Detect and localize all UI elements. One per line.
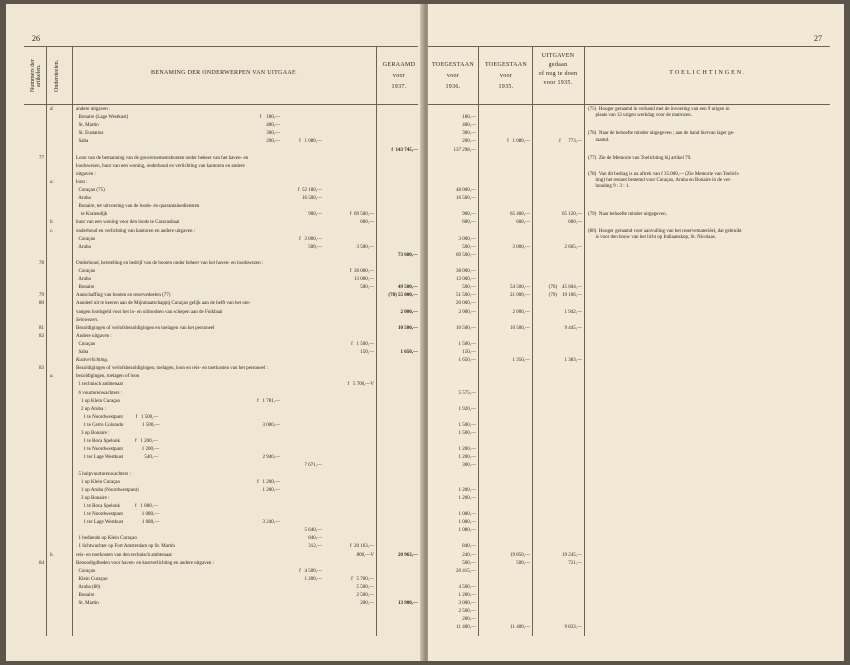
row-description: andere uitgaven : [76, 107, 111, 112]
row-description: Bonaire, ter uitvoering van de loods- en quarantainediensten [76, 204, 200, 210]
allowed-1936-amount: 1 650,— [458, 358, 476, 364]
row-description: Loon van de bemanning van de gouvernementsbooten onder beheer van het haven- en [76, 155, 249, 161]
allowed-1936-amount: 2 500,— [458, 609, 476, 615]
subpart-letter: b. [50, 220, 54, 226]
row-description: Bonaire (Lage Westkust) [76, 115, 129, 121]
estimate-1937-total: 10 500,— [398, 325, 418, 331]
row-description: loon : [76, 179, 88, 185]
row-description: 1 technisch ambtenaar [76, 382, 124, 388]
amount-col-1: 200,— [266, 139, 280, 145]
row-description: St. Eustatius [76, 131, 104, 137]
row-description: bezoldigingen, toelagen of loon [76, 374, 140, 380]
allowed-1935-amount: 500,— [516, 560, 530, 566]
allowed-1936-amount: 200,— [462, 617, 476, 623]
amount-col-3: 800,—V [356, 552, 374, 558]
amount-col-3: f 36 000,— [349, 269, 374, 274]
estimate-1937-total: 20 963,— [398, 552, 418, 558]
allowed-1935-amount: 19 850,— [510, 552, 530, 558]
allowed-1936-amount: 240,— [462, 552, 476, 558]
allowed-1935-amount: 2 000,— [512, 309, 530, 315]
amount-col-2: f 4 500,— [299, 568, 322, 574]
amount-col-1: f 1 200,— [257, 479, 280, 485]
allowed-1936-amount: 1 080,— [458, 528, 476, 534]
allowed-1936-amount: 5 575,— [458, 390, 476, 396]
amount-col-1: 3 000,— [262, 422, 280, 428]
row-description: Curaçao [76, 269, 96, 274]
row-description: 5 hulpvuurtorenwachters : [76, 471, 131, 477]
row-description: 1 lichtwachter op Fort Amsterdam op St. Martin [76, 544, 175, 550]
expenditure-1935-amount: 19 245,— [562, 552, 582, 558]
allowed-1935-amount: f 1 080,— [507, 139, 530, 145]
expenditure-1935-amount: 2 665,— [564, 244, 582, 250]
allowed-1935-amount: 65 400,— [510, 212, 530, 218]
amount-col-3: f 20 163,— [349, 544, 374, 550]
row-description: 3 op Bonaire : [76, 495, 110, 501]
explanatory-note: (80) Hooger geraamd voor aanvulling van het reservemateriëel, dat gebruikt is voor den bouw van het licht op Indiaanskop, St. Nicolaas. [588, 228, 742, 240]
estimate-1937-total: 73 600,— [398, 252, 418, 258]
amount-col-3: 150,— [360, 350, 374, 355]
row-description: Bonaire [76, 285, 95, 291]
allowed-1936-amount: 38 000,— [456, 269, 476, 274]
row-description: 1 op Aruba (Noordwestpunt) [76, 487, 139, 493]
row-description: Bezoldigingen of verlofsbezoldigingen, toelagen, loon en reis- en toerkosten van het personeel : [76, 366, 268, 372]
amount-col-1: 400,— [266, 123, 280, 129]
expenditure-1935-amount: f 773,— [559, 139, 582, 145]
allowed-1936-amount: 16 500,— [456, 196, 476, 202]
row-description: Aandeel uit te keeren aan de Mijnmaatschappij Curaçao gelijk aan de helft van het ont- [76, 301, 251, 307]
amount-col-3: f 5 700,— [351, 576, 374, 582]
allowed-1936-amount: 1 080,— [458, 520, 476, 526]
explanatory-note: (77) Zie de Memorie van Toelichting bij artikel 79. [588, 155, 692, 161]
expenditure-1935-amount: 9 833,— [564, 625, 582, 631]
allowed-1935-amount: 21 000,— [510, 293, 530, 299]
article-number: 80 [39, 301, 44, 307]
open-ledger-book [6, 4, 844, 661]
row-description: Curaçao [76, 341, 96, 347]
expenditure-1935-amount: (79) 19 106,— [548, 293, 582, 299]
amount-col-2: 500,— [308, 244, 322, 250]
allowed-1936-amount: 600,— [462, 220, 476, 226]
header-uitgaven: UITGAVEN gedaan of nog te doen voor 1935. [538, 53, 578, 86]
article-number: 84 [39, 560, 44, 566]
row-description: 2 op Aruba : [76, 406, 106, 412]
allowed-1936-amount: 1 200,— [458, 487, 476, 493]
header-geraamd: GERAAMD voor 1937. [382, 62, 416, 90]
row-description: Aruba (80) [76, 584, 101, 590]
article-number: 77 [39, 155, 44, 161]
allowed-1935-amount: 10 500,— [510, 325, 530, 331]
explanatory-note: (79) Naar behoefte minder uitgegeven. [588, 212, 667, 218]
row-description: Aruba [76, 277, 91, 283]
row-description: Saba [76, 139, 89, 145]
expenditure-1935-amount: 65 120,— [562, 212, 582, 218]
allowed-1936-amount: 1 500,— [458, 341, 476, 347]
explanatory-note: (78) Van dit bedrag is na aftrek van f 35.000,— (Zie Memorie van Toelich- ting) het restant bestemd voor Curaçao, Aruba en Bonaire in de ver- houding 9 : 3 : 1. [588, 171, 740, 190]
allowed-1936-amount: 180,— [462, 115, 476, 121]
row-description: 1 te Noordwestpunt 1 080,— [76, 512, 160, 517]
article-number: 81 [39, 325, 44, 331]
row-description: St. Martin [76, 601, 99, 607]
allowed-1936-amount: 137 298,— [453, 147, 476, 153]
allowed-1935-amount: 1 350,— [512, 358, 530, 364]
header-nummers: Nummers der artikelen. [30, 59, 42, 93]
allowed-1936-amount: 1 200,— [458, 593, 476, 598]
amount-col-2: f 3 000,— [299, 236, 322, 242]
row-description: St. Martin [76, 123, 99, 129]
row-description: Bezoldigingen of verlofsbezoldigingen en toelagen van het personeel [76, 325, 215, 331]
allowed-1936-amount: 1 500,— [458, 422, 476, 428]
allowed-1936-amount: 1 920,— [458, 406, 476, 412]
allowed-1936-amount: 69 500,— [456, 252, 476, 258]
amount-col-3: f 1 500,— [351, 341, 374, 347]
allowed-1936-amount: 10 500,— [456, 325, 476, 331]
row-description: 1 op Klein Curaçao [76, 479, 121, 485]
amount-col-1: f 180,— [259, 115, 280, 121]
allowed-1936-amount: 500,— [462, 244, 476, 250]
row-description: Aruba [76, 196, 91, 202]
article-number: 83 [39, 366, 44, 372]
row-description: 1 te Cerro Colorado 1 500,— [76, 422, 160, 428]
row-description: 1 bediende op Klein Curaçao [76, 536, 137, 542]
page-number-right: 27 [814, 34, 822, 43]
row-description: huur van een woning voor den loods te Caracasbaai [76, 220, 180, 226]
row-description: Onderhoud, herstelling en bedrijf van de booten onder beheer van het haven- en loodswezen : [76, 260, 264, 266]
row-description: Andere uitgaven : [76, 333, 112, 339]
amount-col-2: 840,— [308, 536, 322, 542]
allowed-1936-amount: 1 500,— [458, 431, 476, 436]
allowed-1936-amount: 2 000,— [458, 309, 476, 315]
allowed-1936-amount: 200,— [462, 139, 476, 145]
row-description: 1 ter Lage Westkust 540,— [76, 455, 159, 461]
allowed-1936-amount: 13 000,— [456, 277, 476, 283]
row-description: 1 te Boca Spelonk f 1 080,— [76, 503, 158, 509]
subpart-letter: a. [50, 179, 54, 185]
expenditure-1935-amount: 600,— [568, 220, 582, 226]
allowed-1935-amount: 54 500,— [510, 285, 530, 291]
allowed-1935-amount: 3 000,— [512, 244, 530, 250]
row-description: uitgaven : [76, 171, 96, 177]
allowed-1936-amount: 840,— [462, 544, 476, 550]
allowed-1936-amount: 1 200,— [458, 447, 476, 453]
amount-col-2: 900,— [308, 212, 322, 218]
amount-col-3: f 5 700,—V [347, 382, 374, 388]
expenditure-1935-amount: 9 445,— [564, 325, 582, 331]
amount-col-3: 13 000,— [354, 277, 374, 283]
allowed-1936-amount: 3 000,— [458, 236, 476, 242]
expenditure-1935-amount: 721,— [568, 560, 582, 566]
article-number: 78 [39, 260, 44, 266]
amount-col-1: 2 940,— [262, 455, 280, 461]
allowed-1936-amount: 500,— [462, 285, 476, 291]
allowed-1936-amount: 3 000,— [458, 601, 476, 607]
allowed-1936-amount: 1 200,— [458, 455, 476, 461]
amount-col-3: 3 500,— [356, 244, 374, 250]
allowed-1936-amount: 51 500,— [456, 293, 476, 299]
allowed-1936-amount: 300,— [462, 463, 476, 469]
expenditure-1935-amount: 1 942,— [564, 309, 582, 315]
allowed-1936-amount: 150,— [462, 350, 476, 355]
amount-col-1: 1 200,— [262, 487, 280, 493]
amount-col-2: 5 640,— [304, 528, 322, 534]
header-toelichtingen: TOELICHTINGEN. [669, 70, 747, 76]
amount-col-2: 1 200,— [304, 576, 322, 582]
amount-col-2: 16 500,— [302, 196, 322, 202]
subpart-letter: d. [50, 107, 54, 112]
estimate-1937-total: 13 900,— [398, 601, 418, 607]
row-description: Klein Curaçao [76, 576, 108, 582]
amount-col-3: f 69 500,— [349, 212, 374, 218]
expenditure-1935-amount: (76) 45 604,— [548, 285, 582, 291]
amount-col-1: f 1 781,— [257, 398, 280, 404]
subpart-letter: a. [50, 374, 54, 380]
row-description: vangen loodsgeld voor het in- en uitloodsen van schepen aan de Fuikbaai [76, 309, 223, 315]
estimate-1937-total: 2 000,— [400, 309, 418, 315]
allowed-1935-amount: 11 400,— [510, 625, 530, 631]
row-description: Bonaire [76, 593, 95, 598]
amount-col-1: 3 240,— [262, 520, 280, 526]
header-toegestaan-1935: TOEGESTAAN voor 1935. [484, 62, 528, 90]
amount-col-1: 300,— [266, 131, 280, 137]
row-description: reis- en toerkosten van den technisch ambtenaar [76, 552, 173, 558]
row-description: 1 te Noordwestpunt f 1 500,— [76, 414, 159, 420]
right-page [428, 4, 844, 661]
row-description: 1 op Klein Curaçao [76, 398, 121, 404]
subpart-letter: b. [50, 552, 54, 558]
row-description: Kustverlichting. [76, 358, 109, 364]
allowed-1936-amount: 900,— [462, 212, 476, 218]
allowed-1936-amount: 20 415,— [456, 568, 476, 574]
row-description: Benoodigdheden voor haven- en kustverlichting en andere uitgaven : [76, 560, 215, 566]
estimate-1937-total: 1 650,— [400, 350, 418, 355]
row-description: Curaçao (75) [76, 188, 105, 193]
header-benaming: BENAMING DER ONDERWERPEN VAN UITGAAF. [151, 70, 297, 76]
amount-col-2: 7 671,— [304, 463, 322, 469]
row-description: 1 ter Lage Westkust 1 080,— [76, 520, 160, 526]
row-description: Saba [76, 350, 89, 355]
row-description: Curaçao [76, 568, 96, 574]
amount-col-3: 500,— [360, 285, 374, 291]
row-description: Aruba [76, 244, 91, 250]
allowed-1936-amount: 11 400,— [456, 625, 476, 631]
amount-col-3: 600,— [360, 220, 374, 226]
header-toegestaan-1936: TOEGESTAAN voor 1936. [431, 62, 475, 90]
row-description: te Kralendijk [76, 212, 108, 218]
header-onderdeelen: Onderdeelen. [54, 59, 60, 93]
amount-col-3: 200,— [360, 601, 374, 607]
allowed-1936-amount: 48 000,— [456, 188, 476, 193]
allowed-1936-amount: 300,— [462, 131, 476, 137]
allowed-1935-amount: 600,— [516, 220, 530, 226]
row-description: loodswezen, huur van een woning, onderhoud en verlichting van kantoren en andere [76, 163, 245, 169]
allowed-1936-amount: 1 200,— [458, 495, 476, 501]
estimate-1937-total: (78) 55 000,— [388, 293, 418, 299]
row-description: Seinwezen. [76, 317, 99, 323]
page-number-left: 26 [32, 34, 40, 43]
article-number: 79 [39, 293, 44, 299]
allowed-1936-amount: 4 500,— [458, 584, 476, 590]
amount-col-3: 5 500,— [356, 584, 374, 590]
estimate-1937-total: f 143 745,— [391, 147, 418, 153]
row-description: Curaçao [76, 236, 96, 242]
amount-col-2: 312,— [308, 544, 322, 550]
allowed-1936-amount: 1 080,— [458, 512, 476, 517]
row-description: onderhoud en verlichting van kantoren en andere uitgaven : [76, 228, 196, 234]
left-page [6, 4, 424, 661]
allowed-1936-amount: 500,— [462, 560, 476, 566]
subpart-letter: c. [50, 228, 54, 234]
explanatory-note: (76) Naar de behoefte minder uitgegeven ; aan de hand hiervan lager ge- raamd. [588, 131, 735, 143]
expenditure-1935-amount: 1 383,— [564, 358, 582, 364]
allowed-1936-amount: 20 000,— [456, 301, 476, 307]
amount-col-3: 2 500,— [356, 593, 374, 598]
allowed-1936-amount: 400,— [462, 123, 476, 129]
amount-col-2: f 1 080,— [299, 139, 322, 145]
row-description: 3 op Bonaire : [76, 431, 110, 436]
row-description: Aanschaffing van booten en reservedeelen (77) [76, 293, 171, 299]
estimate-1937-total: 49 500,— [398, 285, 418, 291]
row-description: 6 vuurtorenwachters : [76, 390, 123, 396]
row-description: 1 te Noordwestpunt 1 200,— [76, 447, 160, 453]
row-description: 1 te Boca Spelonk f 1 200,— [76, 439, 158, 445]
explanatory-note: (75) Hooger geraamd in verband met de invoering van een 9 urigen in plaats van 12 urigen werkdag voor de matrozen. [588, 107, 730, 119]
article-number: 82 [39, 333, 44, 339]
amount-col-2: f 52 100,— [297, 188, 322, 193]
